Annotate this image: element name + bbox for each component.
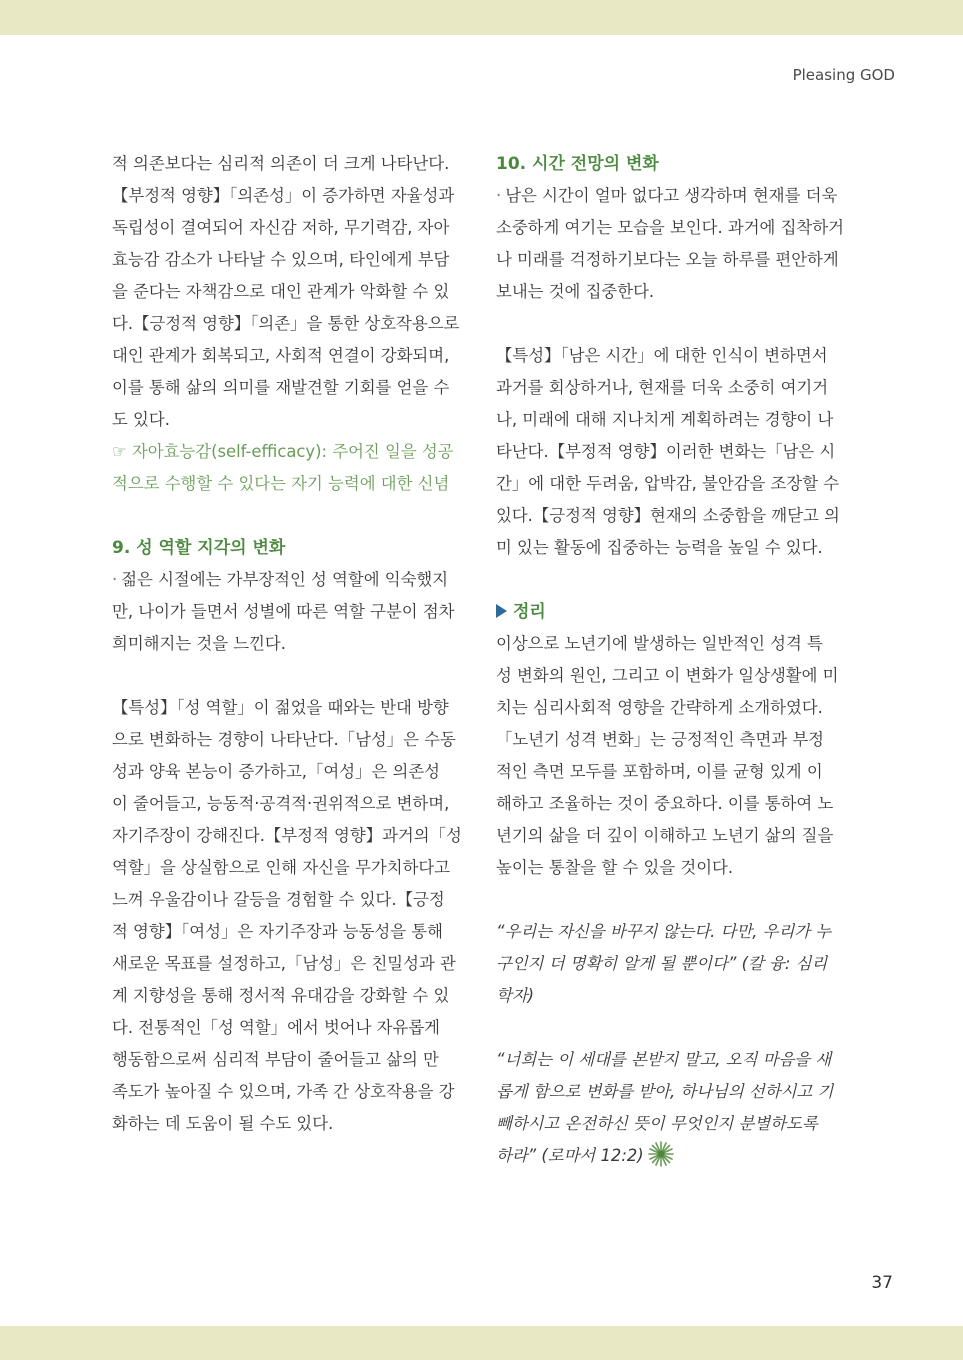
text-line: 자기주장이 강해진다.【부정적 영향】과거의「성 xyxy=(112,826,462,845)
jung-quote xyxy=(496,916,852,1012)
text-line: 계 지향성을 통해 정서적 유대감을 강화할 수 있 xyxy=(112,986,450,1005)
text-line: 「노년기 성격 변화」는 긍정적인 측면과 부정 xyxy=(496,730,824,749)
text-line: 화하는 데 도움이 될 수도 있다. xyxy=(112,1114,334,1133)
left-column xyxy=(112,148,468,1140)
section-10-body xyxy=(496,340,852,564)
text-line: 있다.【긍정적 영향】현재의 소중함을 깨닫고 의 xyxy=(496,506,840,525)
running-header: Pleasing GOD xyxy=(792,66,895,84)
section-9-body xyxy=(112,692,468,1140)
text-line: 치는 심리사회적 영향을 간략하게 소개하였다. xyxy=(496,698,823,717)
triangle-right-icon xyxy=(496,604,507,618)
text-line: 과거를 회상하거나, 현재를 더욱 소중히 여기거 xyxy=(496,378,829,397)
text-line: 대인 관계가 회복되고, 사회적 연결이 강화되며, xyxy=(112,346,450,365)
text-line: 적인 측면 모두를 포함하며, 이를 균형 있게 이 xyxy=(496,762,823,781)
text-line: 을 준다는 자책감으로 대인 관계가 악화할 수 있 xyxy=(112,282,450,301)
text-line: 으로 변화하는 경향이 나타난다.「남성」은 수동 xyxy=(112,730,456,749)
text-line: 이상으로 노년기에 발생하는 일반적인 성격 특 xyxy=(496,634,823,653)
note-line: 적으로 수행할 수 있다는 자기 능력에 대한 신념 xyxy=(112,474,450,493)
quote-line: “너희는 이 세대를 본받지 말고, 오직 마음을 새 xyxy=(496,1050,832,1069)
section-10-bullet xyxy=(496,180,852,308)
summary-body xyxy=(496,628,852,884)
text-line: 이를 통해 삶의 의미를 재발견할 기회를 얻을 수 xyxy=(112,378,450,397)
romans-quote xyxy=(496,1044,852,1172)
right-column xyxy=(496,148,852,1172)
text-line: 【부정적 영향】「의존성」이 증가하면 자율성과 xyxy=(112,186,455,205)
text-line: 독립성이 결여되어 자신감 저하, 무기력감, 자아 xyxy=(112,218,450,237)
text-line: 높이는 통찰을 할 수 있을 것이다. xyxy=(496,858,734,877)
text-line: 나 미래를 걱정하기보다는 오늘 하루를 편안하게 xyxy=(496,250,839,269)
quote-line: 학자) xyxy=(496,986,535,1005)
section-10-heading: 10. 시간 전망의 변화 xyxy=(496,154,659,174)
page-number: 37 xyxy=(871,1273,893,1293)
text-line: 타난다.【부정적 영향】이러한 변화는「남은 시 xyxy=(496,442,836,461)
text-line: 적 의존보다는 심리적 의존이 더 크게 나타난다. xyxy=(112,154,450,173)
text-line: 역할」을 상실함으로 인해 자신을 무가치하다고 xyxy=(112,858,451,877)
section-9-bullet xyxy=(112,564,468,660)
paragraph-dependency xyxy=(112,148,468,436)
text-line: 젊은 시절에는 가부장적인 성 역할에 익숙했지 xyxy=(121,570,449,589)
bullet-dot: · xyxy=(112,570,118,589)
text-line: 성과 양육 본능이 증가하고,「여성」은 의존성 xyxy=(112,762,440,781)
text-line: 만, 나이가 들면서 성별에 따른 역할 구분이 점차 xyxy=(112,602,455,621)
text-line: 희미해지는 것을 느낀다. xyxy=(112,634,286,653)
flower-ornament-icon xyxy=(648,1141,674,1172)
quote-line: 롭게 함으로 변화를 받아, 하나님의 선하시고 기 xyxy=(496,1082,834,1101)
top-band xyxy=(0,0,963,35)
text-line: 족도가 높아질 수 있으며, 가족 간 상호작용을 강 xyxy=(112,1082,455,1101)
text-line: 행동함으로써 심리적 부담이 줄어들고 삶의 만 xyxy=(112,1050,439,1069)
text-line: 도 있다. xyxy=(112,410,170,429)
quote-line: 구인지 더 명확히 알게 될 뿐이다” (칼 융: 심리 xyxy=(496,954,828,973)
text-line: 보내는 것에 집중한다. xyxy=(496,282,655,301)
text-line: 간」에 대한 두려움, 압박감, 불안감을 조장할 수 xyxy=(496,474,840,493)
text-line: 효능감 감소가 나타날 수 있으며, 타인에게 부담 xyxy=(112,250,450,269)
text-line: 새로운 목표를 설정하고,「남성」은 친밀성과 관 xyxy=(112,954,456,973)
text-line: 느껴 우울감이나 갈등을 경험할 수 있다.【긍정 xyxy=(112,890,445,909)
quote-line: 하라” (로마서 12:2) xyxy=(496,1146,644,1165)
text-line: 다. 전통적인「성 역할」에서 벗어나 자유롭게 xyxy=(112,1018,440,1037)
text-line: 적 영향】「여성」은 자기주장과 능동성을 통해 xyxy=(112,922,443,941)
note-line: ☞ 자아효능감(self-efficacy): 주어진 일을 성공 xyxy=(112,442,454,461)
quote-line: 빼하시고 온전하신 뜻이 무엇인지 분별하도록 xyxy=(496,1114,818,1133)
bottom-band xyxy=(0,1326,963,1360)
bullet-dot: · xyxy=(496,186,502,205)
text-line: 나, 미래에 대해 지나치게 계획하려는 경향이 나 xyxy=(496,410,834,429)
text-line: 【특성】「성 역할」이 젊었을 때와는 반대 방향 xyxy=(112,698,449,717)
text-line: 성 변화의 원인, 그리고 이 변화가 일상생활에 미 xyxy=(496,666,839,685)
definition-note xyxy=(112,436,468,500)
text-line: 소중하게 여기는 모습을 보인다. 과거에 집착하거 xyxy=(496,218,844,237)
text-line: 해하고 조율하는 것이 중요하다. 이를 통하여 노 xyxy=(496,794,834,813)
section-9-heading: 9. 성 역할 지각의 변화 xyxy=(112,538,286,558)
quote-line: “우리는 자신을 바꾸지 않는다. 다만, 우리가 누 xyxy=(496,922,832,941)
summary-title: 정리 xyxy=(513,602,546,622)
text-line: 남은 시간이 얼마 없다고 생각하며 현재를 더욱 xyxy=(505,186,838,205)
text-line: 미 있는 활동에 집중하는 능력을 높일 수 있다. xyxy=(496,538,823,557)
text-line: 다.【긍정적 영향】「의존」을 통한 상호작용으로 xyxy=(112,314,460,333)
summary-heading xyxy=(496,596,852,628)
text-line: 이 줄어들고, 능동적·공격적·권위적으로 변하며, xyxy=(112,794,450,813)
text-line: 【특성】「남은 시간」에 대한 인식이 변하면서 xyxy=(496,346,828,365)
text-line: 년기의 삶을 더 깊이 이해하고 노년기 삶의 질을 xyxy=(496,826,834,845)
